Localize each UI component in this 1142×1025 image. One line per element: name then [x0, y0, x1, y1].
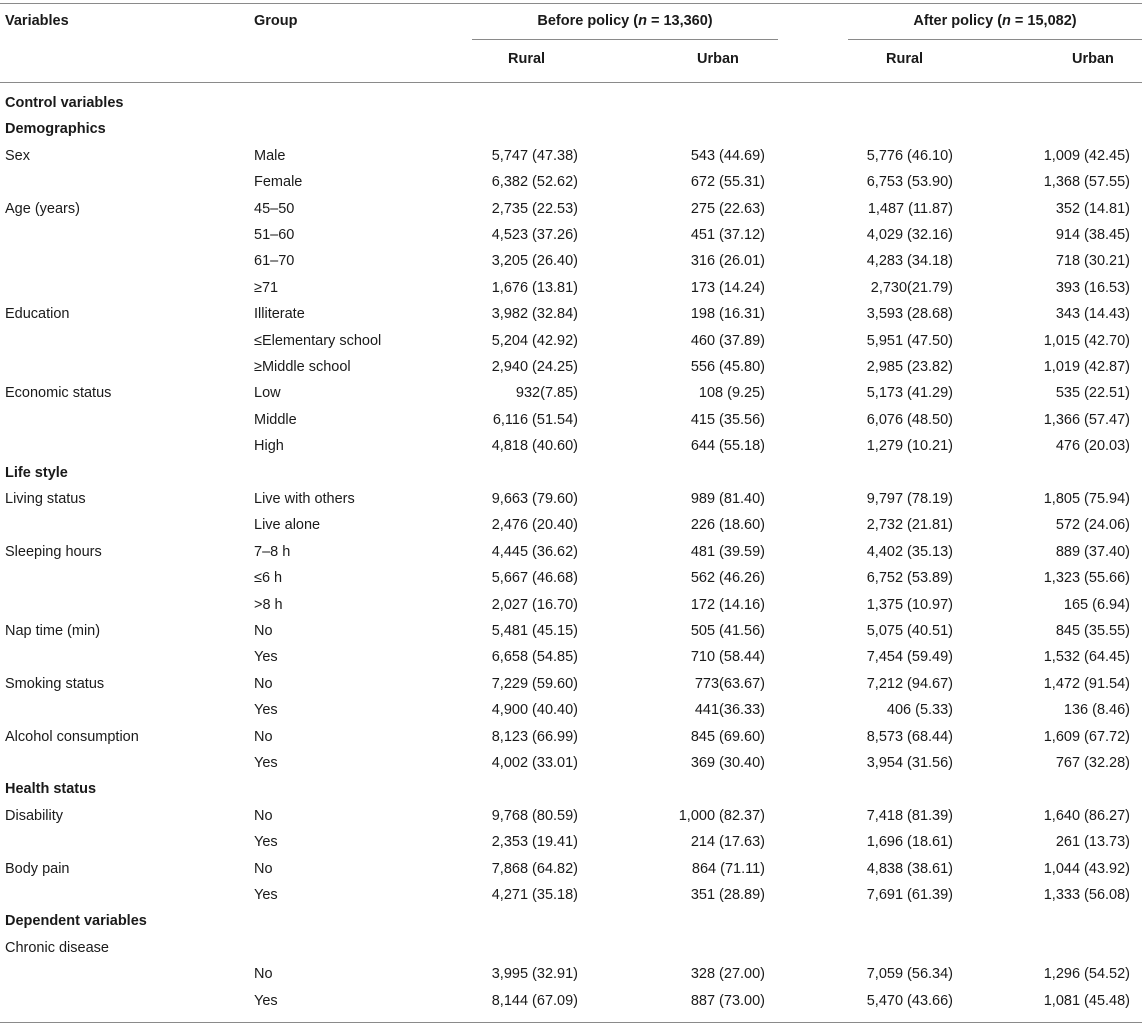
cell-after-urban: 476 (20.03): [1055, 438, 1130, 454]
row-group: Yes: [254, 649, 278, 665]
cell-before-rural: 5,204 (42.92): [491, 333, 578, 349]
cell-after-rural: 5,075 (40.51): [866, 623, 953, 639]
cell-before-urban: 644 (55.18): [690, 438, 765, 454]
cell-before-urban: 173 (14.24): [690, 280, 765, 296]
header-after-rural: Rural: [886, 51, 924, 67]
cell-before-urban: 672 (55.31): [690, 174, 765, 190]
header-group: Group: [254, 13, 298, 29]
cell-after-rural: 4,283 (34.18): [866, 253, 953, 269]
cell-after-rural: 5,951 (47.50): [866, 333, 953, 349]
cell-after-rural: 7,454 (59.49): [866, 649, 953, 665]
header-before-policy: [472, 12, 778, 30]
cell-before-urban: 562 (46.26): [690, 570, 765, 586]
cell-before-urban: 556 (45.80): [690, 359, 765, 375]
header-before-rural: Rural: [508, 51, 546, 67]
row-group: >8 h: [254, 597, 283, 613]
header-after-urban: Urban: [1072, 51, 1114, 67]
row-group: ≥71: [254, 280, 279, 296]
row-group: Male: [254, 148, 286, 164]
cell-after-rural: 6,753 (53.90): [866, 174, 953, 190]
row-group: Middle: [254, 412, 297, 428]
section-heading: Dependent variables: [5, 913, 147, 929]
cell-after-urban: 1,296 (54.52): [1043, 966, 1130, 982]
bottom-rule: [0, 1022, 1142, 1023]
cell-after-rural: 7,691 (61.39): [866, 887, 953, 903]
cell-after-rural: 5,173 (41.29): [866, 385, 953, 401]
row-group: No: [254, 729, 273, 745]
cell-after-rural: 1,696 (18.61): [866, 834, 953, 850]
row-group: Yes: [254, 702, 278, 718]
cell-before-rural: 4,900 (40.40): [491, 702, 578, 718]
cell-before-urban: 460 (37.89): [690, 333, 765, 349]
row-group: No: [254, 623, 273, 639]
cell-before-urban: 441(36.33): [694, 702, 765, 718]
cell-after-rural: 7,059 (56.34): [866, 966, 953, 982]
cell-before-urban: 481 (39.59): [690, 544, 765, 560]
row-variable: Disability: [5, 808, 64, 824]
cell-after-urban: 535 (22.51): [1055, 385, 1130, 401]
row-variable: Chronic disease: [5, 940, 109, 956]
header-after-policy: [848, 12, 1142, 30]
cell-before-rural: 8,123 (66.99): [491, 729, 578, 745]
cell-before-rural: 3,995 (32.91): [491, 966, 578, 982]
row-variable: Body pain: [5, 861, 70, 877]
after-policy-prefix: After policy (: [913, 13, 1003, 29]
cell-before-urban: 226 (18.60): [690, 517, 765, 533]
row-group: Yes: [254, 834, 278, 850]
after-policy-rule: [848, 39, 1142, 40]
row-variable: Living status: [5, 491, 86, 507]
cell-before-rural: 9,663 (79.60): [491, 491, 578, 507]
cell-before-rural: 2,940 (24.25): [491, 359, 578, 375]
cell-after-urban: 1,472 (91.54): [1043, 676, 1130, 692]
cell-after-urban: 1,333 (56.08): [1043, 887, 1130, 903]
cell-before-rural: 6,658 (54.85): [491, 649, 578, 665]
cell-before-urban: 172 (14.16): [690, 597, 765, 613]
cell-after-urban: 845 (35.55): [1055, 623, 1130, 639]
cell-after-rural: 2,732 (21.81): [866, 517, 953, 533]
cell-before-rural: 7,868 (64.82): [491, 861, 578, 877]
row-group: Yes: [254, 887, 278, 903]
section-heading: Life style: [5, 465, 68, 481]
cell-after-rural: 7,418 (81.39): [866, 808, 953, 824]
before-policy-rule: [472, 39, 778, 40]
cell-after-urban: 572 (24.06): [1055, 517, 1130, 533]
row-group: High: [254, 438, 284, 454]
cell-after-urban: 1,081 (45.48): [1043, 993, 1130, 1009]
cell-before-urban: 415 (35.56): [690, 412, 765, 428]
cell-before-urban: 316 (26.01): [690, 253, 765, 269]
cell-before-rural: 4,002 (33.01): [491, 755, 578, 771]
cell-before-rural: 3,982 (32.84): [491, 306, 578, 322]
cell-before-rural: 2,476 (20.40): [491, 517, 578, 533]
cell-after-urban: 1,015 (42.70): [1043, 333, 1130, 349]
cell-after-rural: 1,279 (10.21): [866, 438, 953, 454]
section-heading: Health status: [5, 781, 97, 797]
cell-after-urban: 165 (6.94): [1063, 597, 1130, 613]
row-group: Low: [254, 385, 281, 401]
cell-after-rural: 4,402 (35.13): [866, 544, 953, 560]
row-group: No: [254, 861, 273, 877]
row-variable: Sleeping hours: [5, 544, 102, 560]
cell-before-rural: 932(7.85): [515, 385, 578, 401]
cell-after-rural: 1,487 (11.87): [867, 201, 953, 217]
cell-before-rural: 2,735 (22.53): [491, 201, 578, 217]
cell-before-urban: 864 (71.11): [691, 861, 765, 877]
cell-before-urban: 369 (30.40): [690, 755, 765, 771]
cell-after-rural: 6,752 (53.89): [866, 570, 953, 586]
row-variable: Nap time (min): [5, 623, 101, 639]
header-rule: [0, 82, 1142, 83]
cell-after-urban: 393 (16.53): [1055, 280, 1130, 296]
section-heading: Control variables: [5, 95, 124, 111]
row-group: ≤6 h: [254, 570, 283, 586]
header-variables: Variables: [5, 13, 69, 29]
row-group: Live alone: [254, 517, 321, 533]
cell-after-urban: 352 (14.81): [1055, 201, 1130, 217]
cell-before-rural: 7,229 (59.60): [491, 676, 578, 692]
cell-after-rural: 4,838 (38.61): [866, 861, 953, 877]
cell-before-rural: 4,445 (36.62): [491, 544, 578, 560]
cell-after-urban: 1,019 (42.87): [1043, 359, 1130, 375]
cell-after-urban: 1,366 (57.47): [1043, 412, 1130, 428]
cell-before-urban: 198 (16.31): [690, 306, 765, 322]
cell-after-rural: 406 (5.33): [886, 702, 953, 718]
cell-after-urban: 1,532 (64.45): [1043, 649, 1130, 665]
cell-before-urban: 543 (44.69): [690, 148, 765, 164]
top-rule: [0, 3, 1142, 4]
row-variable: Smoking status: [5, 676, 105, 692]
section-heading: Demographics: [5, 121, 106, 137]
cell-before-rural: 3,205 (26.40): [491, 253, 578, 269]
cell-after-urban: 718 (30.21): [1055, 253, 1130, 269]
cell-before-rural: 9,768 (80.59): [491, 808, 578, 824]
cell-before-urban: 351 (28.89): [690, 887, 765, 903]
cell-before-rural: 4,271 (35.18): [491, 887, 578, 903]
row-variable: Sex: [5, 148, 30, 164]
row-group: Female: [254, 174, 303, 190]
cell-before-urban: 505 (41.56): [690, 623, 765, 639]
row-group: Yes: [254, 755, 278, 771]
cell-after-urban: 1,323 (55.66): [1043, 570, 1130, 586]
cell-before-rural: 5,747 (47.38): [491, 148, 578, 164]
row-group: Yes: [254, 993, 278, 1009]
cell-before-rural: 4,523 (37.26): [491, 227, 578, 243]
cell-before-rural: 5,667 (46.68): [491, 570, 578, 586]
cell-after-rural: 2,730(21.79): [870, 280, 953, 296]
row-group: ≥Middle school: [254, 359, 351, 375]
cell-before-rural: 4,818 (40.60): [491, 438, 578, 454]
row-variable: Education: [5, 306, 70, 322]
after-policy-n: n: [1002, 13, 1011, 29]
cell-after-urban: 1,044 (43.92): [1043, 861, 1130, 877]
before-policy-prefix: Before policy (: [537, 13, 639, 29]
row-variable: Economic status: [5, 385, 112, 401]
cell-before-rural: 6,382 (52.62): [491, 174, 578, 190]
cell-before-urban: 845 (69.60): [690, 729, 765, 745]
cell-after-rural: 1,375 (10.97): [866, 597, 953, 613]
cell-before-rural: 1,676 (13.81): [491, 280, 578, 296]
cell-after-urban: 767 (32.28): [1055, 755, 1130, 771]
cell-after-urban: 889 (37.40): [1055, 544, 1130, 560]
cell-after-rural: 4,029 (32.16): [866, 227, 953, 243]
cell-after-urban: 1,805 (75.94): [1043, 491, 1130, 507]
cell-after-rural: 5,470 (43.66): [866, 993, 953, 1009]
cell-after-rural: 7,212 (94.67): [866, 676, 953, 692]
cell-after-rural: 5,776 (46.10): [866, 148, 953, 164]
cell-after-urban: 914 (38.45): [1055, 227, 1130, 243]
header-before-urban: Urban: [697, 51, 739, 67]
after-policy-suffix: = 15,082): [1010, 13, 1077, 29]
row-group: 7–8 h: [254, 544, 291, 560]
before-policy-suffix: = 13,360): [646, 13, 713, 29]
cell-before-urban: 275 (22.63): [690, 201, 765, 217]
cell-after-rural: 3,593 (28.68): [866, 306, 953, 322]
row-variable: Alcohol consumption: [5, 729, 139, 745]
cell-after-rural: 6,076 (48.50): [866, 412, 953, 428]
cell-before-urban: 1,000 (82.37): [678, 808, 765, 824]
cell-before-urban: 214 (17.63): [690, 834, 765, 850]
cell-before-rural: 6,116 (51.54): [492, 412, 578, 428]
cell-after-rural: 9,797 (78.19): [866, 491, 953, 507]
row-group: 51–60: [254, 227, 295, 243]
row-group: ≤Elementary school: [254, 333, 382, 349]
row-group: Illiterate: [254, 306, 305, 322]
before-policy-n: n: [638, 13, 647, 29]
cell-after-urban: 1,640 (86.27): [1043, 808, 1130, 824]
cell-after-urban: 1,009 (42.45): [1043, 148, 1130, 164]
cell-before-urban: 989 (81.40): [690, 491, 765, 507]
row-group: 45–50: [254, 201, 295, 217]
row-group: No: [254, 676, 273, 692]
cell-before-urban: 451 (37.12): [690, 227, 765, 243]
row-group: No: [254, 808, 273, 824]
cell-after-rural: 3,954 (31.56): [866, 755, 953, 771]
row-group: Live with others: [254, 491, 355, 507]
cell-after-urban: 1,368 (57.55): [1043, 174, 1130, 190]
row-group: No: [254, 966, 273, 982]
row-group: 61–70: [254, 253, 295, 269]
cell-after-urban: 343 (14.43): [1055, 306, 1130, 322]
cell-after-urban: 1,609 (67.72): [1043, 729, 1130, 745]
cell-before-rural: 2,027 (16.70): [491, 597, 578, 613]
cell-before-rural: 8,144 (67.09): [491, 993, 578, 1009]
row-variable: Age (years): [5, 201, 80, 217]
cell-after-rural: 2,985 (23.82): [866, 359, 953, 375]
cell-after-rural: 8,573 (68.44): [866, 729, 953, 745]
cell-before-urban: 710 (58.44): [690, 649, 765, 665]
cell-before-rural: 2,353 (19.41): [491, 834, 578, 850]
cell-before-urban: 773(63.67): [694, 676, 765, 692]
cell-after-urban: 136 (8.46): [1063, 702, 1130, 718]
cell-before-urban: 108 (9.25): [698, 385, 765, 401]
cell-before-urban: 887 (73.00): [690, 993, 765, 1009]
cell-after-urban: 261 (13.73): [1055, 834, 1130, 850]
cell-before-urban: 328 (27.00): [690, 966, 765, 982]
cell-before-rural: 5,481 (45.15): [491, 623, 578, 639]
